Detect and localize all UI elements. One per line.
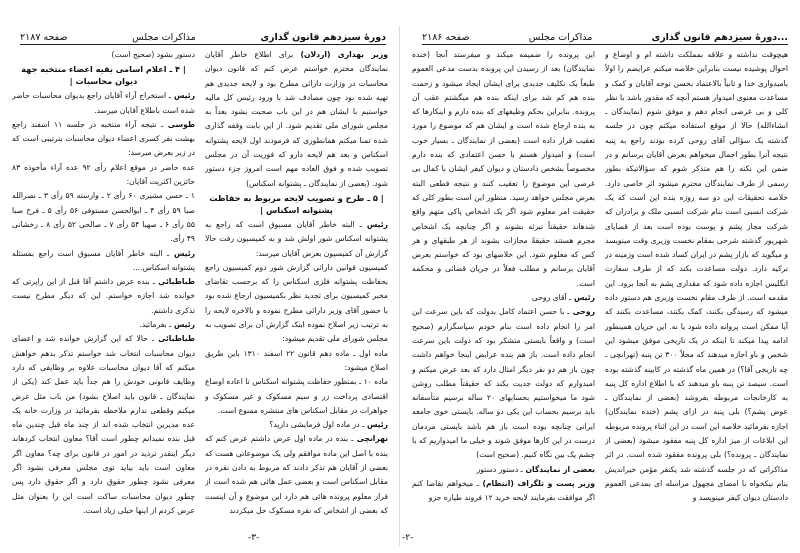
columns (12, 48, 388, 523)
speaker-name: رئیس (171, 91, 195, 101)
speech-text: ـ البته خاطر آقایان مسبوق است راجع بمسئله پشتوانه اسکناس.... (12, 248, 195, 272)
page-header (422, 27, 788, 45)
page-number: -۲- (402, 533, 414, 543)
speech-paragraph (412, 48, 595, 291)
speech-paragraph (205, 432, 388, 518)
session-title: ...دورهٔ سیزدهم قانون گذاری (651, 32, 788, 43)
column-right (205, 48, 388, 523)
speech-paragraph (412, 305, 595, 462)
speech-paragraph (12, 48, 195, 62)
page-label: صفحه ۲۱۸۶ (422, 32, 470, 43)
speech-paragraph (205, 48, 388, 191)
section-heading: | ۴ ـ اعلام اسامی بقیه اعضاء منتخبه جهة دیوان محاسبات | (21, 64, 186, 87)
columns (412, 48, 788, 523)
speech-text: هیچوقت نداشته و علاقه بمملکت داشته ام و اوضاع و احوال پوشیده نیست بنابراین خلاصه میکنم عرایضم را اولاً بامیدواری خدا و ثانیاً بالاعتماد بحسن توجه آقایان و کمک و مساعدت معنوی امیدوار هستم آنچه که مقدور باشد با نظر کلی و بی غرضی انجام دهم و موفق شوم (نمایندگان ـ انشاءالله) حالا از موقع استفاده میکنم چون در جلسه گذشته یک سؤالی آقای روحی کرده بودند راجع به پنبه نتیجه آنرا بطور اجمال میخواهم بعرض آقایان برسانم و در ضمن این نکته را هم متذکر شوم که سؤالاتیکه بطور رسمی از طرف نمایندگان محترم میشود اثر خاصی دارد. خلاصه تحقیقات این دو سه روزه بنده این است که یک شرکت انسبی است بنام شرکت انسبی ملک و برادران که شرکت مجاز پشم و پوست بوده است بعد از قضایای شهریور گذشته شرحی بمقام نخست وزیری وقت مینویسد و میگوید که بازار پشم در ایران کساد شده است وزمینه در ترکیه دارد. دولت مساعدت بکند که از طرف سفارت انگلیس اجازه داده شود که مقداری پشم به آنجا برود. این مقدمه است. از طرف مقام نخست وزیری هم دستور داده میشود که رسیدگی بکنند، کمک بکنند، مساعدت بکنند که آیا ممکن است پروانه داده شود یا نه. این جریان همینطور ادامه پیدا میکند تا اینکه در یک تاریخی موفق میشود این شخص و باو اجازه میدهند که مجلاً ۳۰۰ تن پنبه (تهرانچی ـ چه تاریخی آقا؟) در همین ماه گذشته در کابینه گذشته بوده است. سیصد تن پنبه باو میدهند که با اطلاع اداره کل پنبه به کارخانجات مربوطه بفروشد (بعضی از نمایندگان ـ عوض پشم؟) بلی پنبه در ازای پشم (خنده نمایندگان) اجازه بفرمائید خلاصه این است در این اثناء پرونده مربوطه این ابلاغات از میز اداره کل پنبه مفقود میشود (بعضی از نمایندگان ـ پرونده؟) بلی پرونده مفقود شده است. در اثر مذاکراتی که در جلسه گذشته شد یکنفر مؤمن خیراندیش بنام نیکخواه با امضای مجهول مراسله ای بمدعی العموم دادستان دیوان کیفر مینویسد و (605, 50, 788, 503)
speaker-name: رئیس (361, 219, 388, 229)
speech-paragraph (12, 275, 195, 318)
speech-text: ـ حالا که این گزارش خوانده شد و اعضای دیوان محاسبات انتخاب شد خواستم تذکر بدهم خواهش میکنم که آقا دیوان محاسبات علاوه بر وظایفی که دارد وظایف قانونی خودش را هم جداً باید عمل کند (یکی از نمایندگان ـ قانون باید اصلاح بشود) من باب مثل عرض میکنم وقطعی ندارم ملاحظه بفرمائید در وزارت خانه یک عده مدیرین انتخاب شده اند از چند ماه قبل چندین ماه قبل بنده نمیدانم چطور است آقا؟ معاون انتخاب کردهاند دیگر اینقدر تردید در امور در قانون برای چه؟ معاون اگر معاون است باید بیاید توی مجلس معرفی بشود اگر معرفی نشود چطور حقوق دارد و اگر حقوق دارد پس چطور دیوان محاسبات ساکت است این را بعنوان مثل عرض کردم از اینها خیلی زیاد است. (12, 334, 195, 515)
speech-paragraph (205, 347, 388, 376)
speaker-name: روحی (569, 307, 595, 317)
speech-paragraph (12, 161, 195, 190)
speech-text: این پرونده را ضمیمه میکند و میفرستد آنجا (خنده نمایندگان) بعد از رسیدن این پرونده بدست مدعی العموم طبعاً یک تکلیف جدیدی برای ایشان ایجاد میشود و زحمت بنده هم کم شد برای اینکه بنده هم میگشتم عقب آن پرونده. بنابراین بحکم وظیفهای که بنده دارم و اینکارها که به بنده ارجاع شده است و ایشان هم که موضوع را مورد تعقیب قرار داده است (بعضی از نمایندگان ـ بسیار خوب است) و امیدوار هستم با حسن اعتمادی که بنده دارم مخصوصاً بشخص دادستان و دیوان کیفر ایشان با کمال بی غرضی این موضوع را تعقیب کنند و نتیجه قطعی البته بعرض مجلس خواهد رسید. منظور این است بطور کلی که حقیقت امر معلوم شود اگر یک اشخاص پاکی متهم واقع شدهاند حقیقتاً تبرئه بشوند و اگر چنانچه یک اشخاص مجرم هستند حقیقةً مجازات بشوند از هر طبقهای و هر کس که معلوم شود. این خلاصهای بود که خواستم بعرض آقایان برسانم و مطلب فعلاً در جریان قضائی و محکمه است. (412, 50, 595, 288)
speaker-name: بعضی از نمایندگان (522, 464, 595, 474)
speaker-name: تهرانچی (353, 434, 388, 444)
speaker-name: رئیس (169, 248, 195, 258)
speech-text: ـ دستور دستور (476, 464, 523, 474)
speech-text: ـ البته خاطر آقایان مسبوق است که راجع به پشتوانه اسکناس شور اولش شد و به کمیسیون رفت حالا گزارش آن کمیسیون بعرض آقایان میرسد: (205, 219, 388, 258)
speech-text: کمیسیون قوانین دارائی گزارش شور دوم کمیسیون راجع بحفاظت پشتوانه فلزی اسکناس را که برحسب تقاضای مخبر کمیسیون برای تجدید نظر بکمیسیون ارجاع شده بود با حضور آقای وزیر دارائی مطرح نموده و بالاخره لایحه را به ترتیب زیر اصلاح نموده اینک گزارش آن برای تصویب به مجلس شورای ملی تقدیم میشود: (205, 262, 388, 344)
page-number: -۳- (248, 533, 260, 543)
speech-text: ـ استخراج آراء آقایان راجع بدیوان محاسبات حاضر شده است باطلاع آقایان میرسد. (12, 91, 195, 115)
speaker-name: رئیس (571, 293, 595, 303)
speech-text: برای اطلاع خاطر آقایان نمایندگان محترم خواستم عرض کنم که قانون دیوان محاسبات در وزارت دارائی مطرح بود و لایحه جدیدی هم تهیه شده بود چون مصادف شد با ورود رئیس کل مالیه خواستیم با ایشان هم در این باب صحبت بشود بعداً به مجلس شورای ملی تقدیم شود. از این بابت وقفه گذاری شده تمنا میکنم همانطوری که فرمودند اول لایحه پشتوانه اسکناس و بعد هم لایحه دارو که فوریت آن در مجلس تصویب شده و فوق العاده مهم است امروز جزء دستور شود. (بعضی از نمایندگان ـ پشتوانه اسکناس) (205, 50, 388, 188)
speaker-name: وزیر پست و تلگراف (انتظام) (478, 478, 595, 488)
speech-paragraph (205, 375, 388, 418)
column-left (412, 48, 595, 523)
speech-text: ماده ۱۰ ـ بمنظور حفاظت پشتوانه اسکناس تا اعاده اوضاع اقتصادی پرداخت زر و سیم مسکوک و غیر مسکوک و جواهرات در مقابل اسکناس های منتشره ممنوع است. (205, 377, 388, 415)
speech-text: ـ میخواهم تقاضا کنم اگر موافقت بفرمایند لایحه خرید ۱۲ فروند طیاره جزو (412, 478, 595, 503)
page-2186 (400, 0, 800, 553)
session-title: دورهٔ سیزدهم قانون گذاری (260, 32, 386, 43)
speech-text: ـ بفرمائید. (139, 320, 172, 330)
page-label: صفحه ۲۱۸۷ (20, 32, 68, 43)
page-header (20, 27, 386, 45)
speech-paragraph (412, 477, 595, 506)
vote-results: ۱ ـ حسن مشیری ۶۰ رأی ۲ ـ وارسته ۵۹ رأی ۳ ـ نصرالله صبا ۵۹ رأی ۴ ـ ابوالحسن مستوفی ۵۶ رأی ۵ ـ فرخ صبا ۵۵ رأی ۶ ـ صهبا ۵۴ رأی ۷ ـ صالحی ۵۲ رأی ۸ ـ رخشانی ۴۹ رأی. (12, 191, 195, 244)
publication-title: مذاکرات مجلس (132, 32, 196, 43)
speech-text: ماده اول ـ ماده دهم قانون ۲۲ اسفند ۱۳۱۰ باین طریق اصلاح میشود: (205, 348, 388, 372)
speech-text: ـ با حسن اعتماد کامل بدولت که باین سرعت این امر را انجام داده است بنام خودم سپاسگزارم (صحیح است) و واقعاً بایستی متشکر بود که دولت باین سرعت انجام داده است. باز هم بنده عرایض اینجا خواهم داشت چون باز هم دو نفر دیگر امثال دارد که بعد عرض میکنم و امیدوارم که دولت جدیت بکند که حقیقتاً مطلب روشن شود ما میخواستیم بحسابهای ۲۰ ساله برسیم متأسفانه باید برسیم بحساب این یکی دو ساله. بایستی خوی جامعه ایرانی چنانچه بوده است باز هم باشد بایستی مردمان درست در این کارها موفق شوند و خیلی ما امیدواریم که با چشم یک بین نگاه کنیم. (صحیح است) (412, 307, 595, 460)
speech-paragraph (605, 48, 788, 506)
speech-paragraph (12, 318, 195, 332)
column-left (12, 48, 195, 523)
speech-paragraph (12, 89, 195, 118)
speech-paragraph (12, 332, 195, 518)
speech-paragraph (12, 118, 195, 161)
speech-paragraph (205, 261, 388, 347)
speech-paragraph (12, 247, 195, 276)
speech-paragraph (205, 418, 388, 432)
section-heading: | ۵ ـ طرح و تصویب لایحه مربوط به حفاظت پشتوانه اسکناس | (209, 192, 384, 215)
publication-title: مذاکرات مجلس (528, 32, 593, 43)
speaker-name: وزیر بهداری (اردلان) (293, 50, 388, 59)
speech-text: دستور بشود (صحیح است) (111, 50, 195, 59)
speaker-name: رئیس (171, 320, 195, 330)
speech-text: عده حاضر در موقع اعلام رأی ۹۲ عده آراء مأخوذه ۸۳ حائزین اکثریت آقایان: (12, 162, 195, 187)
speech-paragraph (205, 218, 388, 261)
speaker-name: طباطبائی (154, 277, 195, 287)
speech-text: ـ آقای روحی (531, 293, 572, 303)
speaker-name: طباطبائی (154, 334, 195, 344)
speech-text: ـ نتیجه آراء منتخبه در جلسه ۱۱ اسفند راجع بهشت نفر کسری اعضاء دیوان محاسبات بترتیبی است که در زیر بعرض میرسد: (12, 119, 195, 158)
speech-paragraph (412, 463, 595, 477)
speech-text: ـ بنده عرض داشتم آقا قبل از این راپرتی که خوانده شد اجازه خواستم. این که دیگر مطرح نیست تذکری داشتم. (12, 277, 195, 315)
speech-text: ـ در ماده اول فرمایشی دارید؟ (269, 420, 365, 430)
column-right (605, 48, 788, 523)
speech-paragraph (412, 291, 595, 305)
speaker-name: رئیس (364, 420, 388, 430)
speech-text: ـ بنده در ماده اول عرض داشتم عرض کنم که بنده با اصل این ماده موافقم ولی یک موضوعاتی هست که بعضی از آقایان هم تذکر دادند که مربوط به دادن نقره در مقابل اسکناس است و بعضی عمل هائی هم شده است از قرار معلوم پرونده هائی هم دارد این موضوع و آن اینست که بعضی از اشخاص که نقره مسکوک حل میکردند (205, 434, 388, 515)
speaker-name: طوسی (163, 119, 195, 129)
